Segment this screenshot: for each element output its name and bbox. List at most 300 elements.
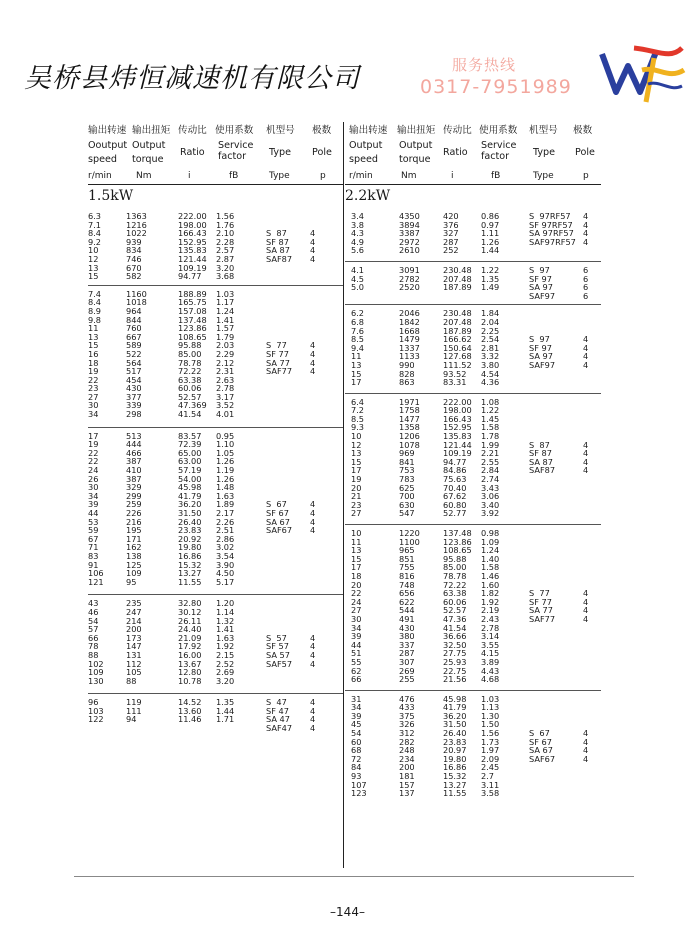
table-row xyxy=(345,649,601,658)
factor-cell: 1.24 xyxy=(216,305,235,316)
factor-cell: 3.14 xyxy=(481,631,500,642)
model-type: SF 97RF57 xyxy=(529,219,573,230)
speed-cell: 4.3 xyxy=(351,228,365,239)
speed-cell: 9.2 xyxy=(88,236,102,247)
ratio-cell: 13.27 xyxy=(443,779,467,790)
ratio-cell: 222.00 xyxy=(178,211,207,221)
torque-cell: 1842 xyxy=(399,316,420,327)
ratio-cell: 135.83 xyxy=(443,431,472,442)
table-row xyxy=(345,675,601,684)
speed-cell: 51 xyxy=(351,648,362,659)
hdr-type-cn: 机型号 xyxy=(266,125,295,136)
ratio-cell: 207.48 xyxy=(443,273,472,284)
speed-cell: 4.9 xyxy=(351,236,365,247)
torque-cell: 491 xyxy=(399,613,415,624)
speed-cell: 8.5 xyxy=(351,334,365,345)
model-type: SA 67 xyxy=(266,516,290,527)
header-rule xyxy=(88,184,343,185)
torque-cell: 119 xyxy=(126,697,142,708)
speed-cell: 13 xyxy=(351,359,362,370)
torque-cell: 181 xyxy=(399,771,415,782)
table-row xyxy=(345,458,601,467)
table-row xyxy=(345,632,601,641)
model-type: SAF47 xyxy=(266,723,293,734)
pole-count: 4 xyxy=(310,714,316,725)
table-row xyxy=(345,509,601,518)
model-type: SF 47 xyxy=(266,705,289,716)
factor-cell: 1.11 xyxy=(481,228,500,239)
factor-cell: 1.32 xyxy=(216,615,235,626)
hdr-ratio-en: Ratio xyxy=(180,147,205,158)
torque-cell: 137 xyxy=(399,788,415,799)
spec-block xyxy=(88,286,343,428)
speed-cell: 71 xyxy=(88,542,99,553)
table-row xyxy=(345,335,601,344)
speed-cell: 19 xyxy=(88,439,99,450)
factor-cell: 2.10 xyxy=(216,228,235,239)
ratio-cell: 32.80 xyxy=(178,598,202,609)
ratio-cell: 152.95 xyxy=(443,422,472,433)
ratio-cell: 111.52 xyxy=(443,359,472,370)
speed-cell: 8.4 xyxy=(88,297,102,308)
speed-cell: 5.0 xyxy=(351,282,365,293)
factor-cell: 3.80 xyxy=(481,359,500,370)
torque-cell: 513 xyxy=(126,430,142,441)
pole-count: 4 xyxy=(310,348,316,359)
ratio-cell: 230.48 xyxy=(443,264,472,275)
pole-count: 4 xyxy=(583,439,589,450)
ratio-cell: 109.19 xyxy=(443,448,472,459)
hdr-torque-cn: 输出扭矩 xyxy=(397,125,436,136)
speed-cell: 12 xyxy=(88,253,99,264)
speed-cell: 18 xyxy=(88,357,99,368)
factor-cell: 1.45 xyxy=(481,413,500,424)
pole-count: 4 xyxy=(583,596,589,607)
factor-cell: 1.41 xyxy=(216,624,235,635)
torque-cell: 269 xyxy=(399,665,415,676)
pole-count: 4 xyxy=(310,705,316,716)
pole-count: 4 xyxy=(583,236,589,247)
torque-cell: 1758 xyxy=(399,405,420,416)
model-type: S 67 xyxy=(266,499,287,510)
torque-cell: 387 xyxy=(126,473,142,484)
speed-cell: 53 xyxy=(88,516,99,527)
torque-cell: 939 xyxy=(126,236,142,247)
speed-cell: 106 xyxy=(88,568,104,579)
speed-cell: 17 xyxy=(88,430,99,441)
power-rating: 1.5kW xyxy=(88,188,134,204)
factor-cell: 1.35 xyxy=(481,273,500,284)
hdr-type-en: Type xyxy=(269,147,292,158)
speed-cell: 121 xyxy=(88,576,104,587)
torque-cell: 171 xyxy=(126,533,142,544)
factor-cell: 0.86 xyxy=(481,211,500,221)
speed-cell: 72 xyxy=(351,753,362,764)
speed-cell: 30 xyxy=(88,482,99,493)
pole-count: 4 xyxy=(310,245,316,256)
model-type: S 87 xyxy=(529,439,550,450)
table-row xyxy=(88,715,343,724)
spec-block xyxy=(345,262,601,305)
ratio-cell: 72.39 xyxy=(178,439,202,450)
ratio-cell: 84.86 xyxy=(443,465,467,476)
model-type: SA 67 xyxy=(529,745,553,756)
spec-block xyxy=(345,525,601,691)
factor-cell: 2.04 xyxy=(481,316,500,327)
ratio-cell: 135.83 xyxy=(178,245,207,256)
model-type: SAF67 xyxy=(266,525,293,536)
table-row xyxy=(345,449,601,458)
table-row xyxy=(345,772,601,781)
ratio-cell: 60.06 xyxy=(443,596,467,607)
factor-cell: 1.44 xyxy=(216,705,235,716)
model-type: SF 87 xyxy=(266,236,289,247)
speed-cell: 9.3 xyxy=(351,422,365,433)
speed-cell: 88 xyxy=(88,649,99,660)
model-type: SAF87 xyxy=(266,253,293,264)
page-number: –144– xyxy=(330,905,365,919)
pole-count: 4 xyxy=(310,641,316,652)
speed-cell: 5.6 xyxy=(351,245,365,256)
torque-cell: 2610 xyxy=(399,245,420,256)
factor-cell: 1.99 xyxy=(481,439,500,450)
torque-cell: 828 xyxy=(399,368,415,379)
model-type: SA 97RF57 xyxy=(529,228,574,239)
torque-cell: 863 xyxy=(399,377,415,388)
factor-cell: 0.95 xyxy=(216,430,235,441)
table-row xyxy=(345,361,601,370)
speed-cell: 30 xyxy=(88,400,99,411)
ratio-cell: 420 xyxy=(443,211,459,221)
factor-cell: 2.28 xyxy=(216,236,235,247)
pole-count: 4 xyxy=(310,525,316,536)
pole-count: 6 xyxy=(583,273,589,284)
speed-cell: 62 xyxy=(351,665,362,676)
hdr-torque-sym: Nm xyxy=(136,171,152,181)
table-row xyxy=(345,703,601,712)
speed-cell: 11 xyxy=(88,323,99,334)
speed-cell: 8.4 xyxy=(88,228,102,239)
table-row xyxy=(345,729,601,738)
hdr-pole-en: Pole xyxy=(312,147,332,158)
table-row xyxy=(88,272,343,281)
ratio-cell: 123.86 xyxy=(178,323,207,334)
model-type: SAF97 xyxy=(529,290,556,301)
speed-cell: 54 xyxy=(351,728,362,739)
ratio-cell: 24.40 xyxy=(178,624,202,635)
torque-cell: 329 xyxy=(126,482,142,493)
model-type: SAF57 xyxy=(266,658,293,669)
torque-cell: 387 xyxy=(126,456,142,467)
hdr-factor-en2: factor xyxy=(481,151,510,162)
model-type: S 47 xyxy=(266,697,287,708)
factor-cell: 2.86 xyxy=(216,533,235,544)
table-row xyxy=(345,283,601,292)
factor-cell: 3.06 xyxy=(481,491,500,502)
table-row xyxy=(345,370,601,379)
factor-cell: 3.89 xyxy=(481,656,500,667)
type-list xyxy=(529,439,589,476)
speed-cell: 3.4 xyxy=(351,211,365,221)
pole-count: 4 xyxy=(583,588,589,599)
ratio-cell: 70.40 xyxy=(443,482,467,493)
table-row xyxy=(345,624,601,633)
right-table-header xyxy=(345,122,601,184)
ratio-cell: 52.57 xyxy=(178,391,202,402)
speed-cell: 31 xyxy=(351,693,362,704)
speed-cell: 9.8 xyxy=(88,314,102,325)
speed-cell: 44 xyxy=(88,508,99,518)
ratio-cell: 19.80 xyxy=(443,753,467,764)
torque-cell: 125 xyxy=(126,559,142,570)
speed-cell: 8.5 xyxy=(351,413,365,424)
speed-cell: 10 xyxy=(351,528,362,539)
torque-cell: 700 xyxy=(399,491,415,502)
factor-cell: 1.44 xyxy=(481,245,500,256)
table-row xyxy=(345,546,601,555)
table-row xyxy=(345,746,601,755)
ratio-cell: 94.77 xyxy=(178,271,202,282)
model-type: S 97 xyxy=(529,264,550,275)
torque-cell: 234 xyxy=(399,753,415,764)
factor-cell: 1.05 xyxy=(216,447,235,458)
hdr-type-sym: Type xyxy=(533,171,554,181)
speed-cell: 22 xyxy=(88,447,99,458)
ratio-cell: 45.98 xyxy=(443,693,467,704)
ratio-cell: 21.56 xyxy=(443,674,467,685)
factor-cell: 1.14 xyxy=(216,606,235,617)
table-row xyxy=(345,555,601,564)
speed-cell: 21 xyxy=(351,491,362,502)
speed-cell: 15 xyxy=(88,271,99,282)
speed-cell: 68 xyxy=(351,745,362,756)
torque-cell: 326 xyxy=(399,719,415,730)
table-row xyxy=(345,581,601,590)
factor-cell: 2.31 xyxy=(216,366,235,377)
ratio-cell: 108.65 xyxy=(178,331,207,342)
torque-cell: 1668 xyxy=(399,325,420,336)
torque-cell: 259 xyxy=(126,499,142,510)
ratio-cell: 23.83 xyxy=(178,525,202,536)
hdr-speed-en: Ooutput xyxy=(88,140,128,151)
ratio-cell: 12.80 xyxy=(178,667,202,678)
hdr-pole-sym: p xyxy=(320,171,326,181)
factor-cell: 3.58 xyxy=(481,788,500,799)
table-row xyxy=(345,606,601,615)
hdr-pole-cn: 极数 xyxy=(573,125,593,136)
table-row xyxy=(345,266,601,275)
pole-count: 4 xyxy=(583,228,589,239)
ratio-cell: 137.48 xyxy=(443,528,472,539)
table-row xyxy=(345,589,601,598)
ratio-cell: 47.369 xyxy=(178,400,207,411)
table-row xyxy=(345,432,601,441)
factor-cell: 1.20 xyxy=(216,598,235,609)
hdr-speed-sym: r/min xyxy=(349,171,373,181)
ratio-cell: 150.64 xyxy=(443,342,472,353)
factor-cell: 2.26 xyxy=(216,516,235,527)
speed-cell: 44 xyxy=(351,639,362,650)
model-type: S 87 xyxy=(266,228,287,239)
speed-cell: 27 xyxy=(88,391,99,402)
factor-cell: 3.32 xyxy=(481,351,500,362)
ratio-cell: 15.32 xyxy=(443,771,467,782)
torque-cell: 88 xyxy=(126,675,137,686)
hotline-label: 服务热线 xyxy=(452,56,517,74)
speed-cell: 13 xyxy=(351,448,362,459)
speed-cell: 43 xyxy=(88,598,99,609)
torque-cell: 746 xyxy=(126,253,142,264)
speed-cell: 22 xyxy=(88,374,99,385)
torque-cell: 965 xyxy=(399,545,415,556)
hdr-ratio-cn: 传动比 xyxy=(443,125,472,136)
hdr-speed-en: Output xyxy=(349,140,383,151)
hdr-pole-en: Pole xyxy=(575,147,595,158)
table-row xyxy=(345,415,601,424)
factor-cell: 3.68 xyxy=(216,271,235,282)
factor-cell: 1.26 xyxy=(481,236,500,247)
pole-count: 4 xyxy=(583,613,589,624)
speed-cell: 130 xyxy=(88,675,104,686)
torque-cell: 1206 xyxy=(399,431,420,442)
speed-cell: 34 xyxy=(351,702,362,713)
speed-cell: 20 xyxy=(351,579,362,590)
table-row xyxy=(345,327,601,336)
factor-cell: 3.54 xyxy=(216,550,235,561)
table-row xyxy=(345,423,601,432)
factor-cell: 2.43 xyxy=(481,613,500,624)
factor-cell: 2.03 xyxy=(216,340,235,351)
factor-cell: 1.56 xyxy=(216,211,235,221)
left-table-header xyxy=(88,122,343,184)
hdr-speed-cn: 输出转速 xyxy=(88,125,127,136)
ratio-cell: 327 xyxy=(443,228,459,239)
table-row xyxy=(345,318,601,327)
speed-cell: 109 xyxy=(88,667,104,678)
speed-cell: 6.8 xyxy=(351,316,365,327)
model-type: SA 77 xyxy=(529,605,553,616)
factor-cell: 1.71 xyxy=(216,714,235,725)
factor-cell: 3.92 xyxy=(481,508,500,519)
factor-cell: 2.25 xyxy=(481,325,500,336)
model-type: SF 77 xyxy=(266,348,289,359)
ratio-cell: 94.77 xyxy=(443,456,467,467)
model-type: SF 77 xyxy=(529,596,552,607)
factor-cell: 1.58 xyxy=(481,422,500,433)
torque-cell: 834 xyxy=(126,245,142,256)
factor-cell: 2.09 xyxy=(481,753,500,764)
torque-cell: 3387 xyxy=(399,228,420,239)
spec-block xyxy=(345,394,601,525)
factor-cell: 3.52 xyxy=(216,400,235,411)
model-type: SAF97RF57 xyxy=(529,236,576,247)
torque-cell: 656 xyxy=(399,588,415,599)
ratio-cell: 23.83 xyxy=(443,736,467,747)
hdr-ratio-sym: i xyxy=(451,171,454,181)
torque-cell: 380 xyxy=(399,631,415,642)
speed-cell: 17 xyxy=(351,377,362,388)
hdr-torque-en2: torque xyxy=(399,154,431,165)
torque-cell: 3894 xyxy=(399,219,420,230)
speed-cell: 11 xyxy=(351,351,362,362)
torque-cell: 2520 xyxy=(399,282,420,293)
ratio-cell: 26.11 xyxy=(178,615,202,626)
spec-block xyxy=(88,208,343,286)
hdr-torque-en: Output xyxy=(132,140,166,151)
pole-count: 6 xyxy=(583,264,589,275)
factor-cell: 3.20 xyxy=(216,262,235,273)
torque-cell: 522 xyxy=(126,348,142,359)
model-type: SAF97 xyxy=(529,359,556,370)
speed-cell: 67 xyxy=(88,533,99,544)
ratio-cell: 287 xyxy=(443,236,459,247)
ratio-cell: 11.55 xyxy=(443,788,467,799)
table-row xyxy=(345,466,601,475)
hdr-speed-sym: r/min xyxy=(88,171,112,181)
pole-count: 4 xyxy=(583,745,589,756)
pole-count: 4 xyxy=(583,728,589,739)
hdr-pole-cn: 极数 xyxy=(312,125,332,136)
hdr-factor-cn: 使用系数 xyxy=(215,125,254,136)
pole-count: 4 xyxy=(310,366,316,377)
speed-cell: 15 xyxy=(88,340,99,351)
model-type: SAF77 xyxy=(529,613,556,624)
ratio-cell: 11.55 xyxy=(178,576,202,587)
table-row xyxy=(345,501,601,510)
factor-cell: 4.01 xyxy=(216,409,235,420)
hdr-torque-en: Output xyxy=(399,140,433,151)
spec-block xyxy=(345,691,601,804)
torque-cell: 1477 xyxy=(399,413,420,424)
hdr-speed-en2: speed xyxy=(349,154,378,165)
pole-count: 4 xyxy=(583,753,589,764)
pole-count: 4 xyxy=(583,448,589,459)
ratio-cell: 57.19 xyxy=(178,465,202,476)
ratio-cell: 152.95 xyxy=(178,236,207,247)
ratio-cell: 108.65 xyxy=(443,545,472,556)
model-type: SF 97 xyxy=(529,273,552,284)
pole-count: 4 xyxy=(310,340,316,351)
table-row xyxy=(345,763,601,772)
pole-count: 4 xyxy=(583,342,589,353)
ratio-cell: 198.00 xyxy=(178,219,207,230)
torque-cell: 564 xyxy=(126,357,142,368)
hdr-ratio-sym: i xyxy=(188,171,191,181)
torque-cell: 1078 xyxy=(399,439,420,450)
hdr-type-en: Type xyxy=(533,147,556,158)
type-list xyxy=(529,334,589,370)
speed-cell: 11 xyxy=(351,536,362,547)
table-row xyxy=(88,578,343,587)
ratio-cell: 41.79 xyxy=(178,490,202,501)
speed-cell: 6.4 xyxy=(351,396,365,407)
speed-cell: 9.4 xyxy=(351,342,365,353)
speed-cell: 10 xyxy=(88,245,99,256)
ratio-cell: 188.89 xyxy=(178,288,207,299)
table-row xyxy=(345,309,601,318)
factor-cell: 1.26 xyxy=(216,473,235,484)
factor-cell: 3.02 xyxy=(216,542,235,553)
torque-cell: 312 xyxy=(399,728,415,739)
torque-cell: 4350 xyxy=(399,211,420,221)
spec-block xyxy=(88,694,343,738)
factor-cell: 0.98 xyxy=(481,528,500,539)
type-list xyxy=(529,211,589,247)
factor-cell: 1.79 xyxy=(216,331,235,342)
pole-count: 4 xyxy=(310,632,316,643)
torque-cell: 454 xyxy=(126,374,142,385)
torque-cell: 235 xyxy=(126,598,142,609)
